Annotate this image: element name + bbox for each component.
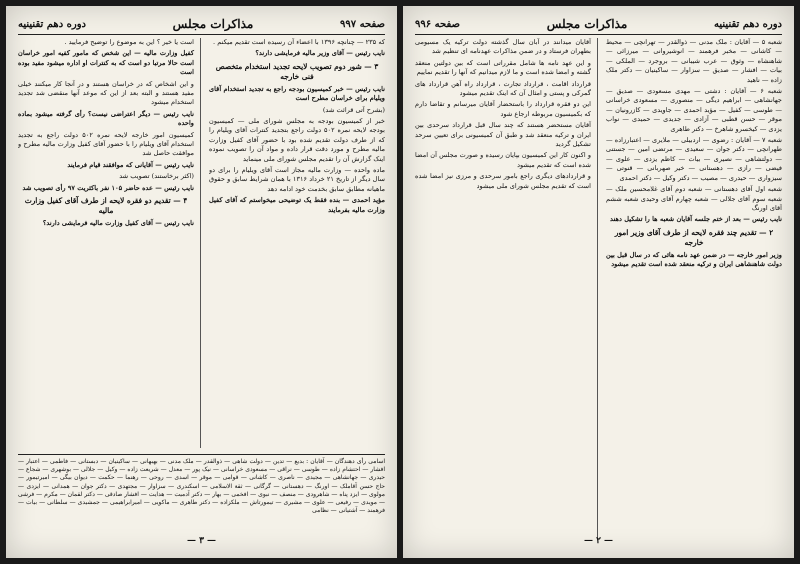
text-column-left — [415, 38, 598, 538]
body-paragraph: خبر از کمیسیون بودجه به مجلس شورای ملی — کمیسیون بودجه لایحه نمره ۵۰۲ دولت راجع بتجدید کنترات آقای ویلیام را که از طرف دولت تقدیم شده بود با حضور آقای کفیل وزارت مالیه مطرح و مورد دقت قرار داده و مواد آن را تصویب نموده اینک گزارش آن را تقدیم مجلس شورای ملی مینماید — [209, 117, 385, 163]
speaker-paragraph: نایب رئیس — آقای کفیل وزارت مالیه فرمایشی دارند؟ — [42, 219, 194, 228]
speaker-paragraph: مؤید احمدی — بنده فقط یک توضیحی میخواستم که آقای کفیل وزارت مالیه بفرمایند — [209, 196, 385, 214]
body-paragraph: و این عهد نامه ها شامل مقرراتی است که بین دولتین منعقد گشته و امضا شده است و ما لازم میدانیم که آنها را تقدیم نماییم — [415, 58, 591, 77]
text-column-right — [209, 38, 385, 448]
section-heading: ۲ — تقدیم چند فقره لایحه از طرف آقای وزیر امور خارجه — [614, 227, 774, 247]
body-paragraph: و قراردادهای دیگری راجع بامور سرحدی و مرزی نیز امضا شده است که تقدیم مجلس شورای ملی میشود — [415, 172, 591, 190]
page-footer: — ۲ — — [583, 536, 614, 546]
text-column-right — [606, 38, 782, 538]
speaker-paragraph: نایب رئیس — آقای وزیر مالیه فرمایشی دارند؟ — [255, 49, 385, 58]
body-paragraph: شعبه ۶ — آقایان : دشتی — مهدی مسعودی — صدیق — جهانشاهی — ابراهیم دیگی — منصوری — مسعودی خراسانی — طوسی — کفیل — مؤید احمدی — جاویدی — کازرونیان — موقر — حسن قطبی — آزادی — جدیدی — حمیدی — نواب یزدی — کیخسرو شاهرخ — دکتر طاهری — [606, 87, 782, 133]
speaker-paragraph: وزیر امور خارجه — در ضمن عهد نامه هائی که در سال قبل بین دولت شاهنشاهی ایران و ترکیه منعقد شده است تقدیم میشود — [606, 250, 782, 269]
page-right — [403, 6, 794, 558]
page-header — [415, 16, 782, 35]
page-number: صفحه ۹۹۷ — [340, 18, 385, 30]
book-spread — [6, 6, 794, 558]
page-left — [6, 6, 397, 558]
body-paragraph: شعبه اول آقای دهستانی — شعبه دوم آقای غلامحسین ملک — شعبه سوم آقای جلالی — شعبه چهارم آقای وحیدی شعبه ششم آقای اورنگ — [606, 185, 782, 212]
voters-roster: اسامی رأی دهندگان — آقایان : بدیع — تدین — دولت شاهی — ذوالقدر — ملک مدنی — بهبهانی — ساکینیان — دبستانی — فاطمی — اعتبار — افشار — احتشام زاده — طوسی — نراقی — مسعودی خراسانی — نیک پور — معدل — شریعت زاده — وکیل — جلالی — بوشهری — شجاع — حیدری — جهانشاهی — مجیدی — ناصری — کاشانی — قوامی — موقر — اسدی — روحی — رهنما — حکمت — دیوان بیگی — امیرتیمور — حاج حسن آقاملک — اورنگ — دهستانی — گرگانی — ثقة الاسلامی — اسکندری — سزاوار — مجتهدی — دکتر جوان — همدانی — ایزدی — مولوی — ایزد پناه — شاهرودی — منصف — نبوی — افخمی — بهار — دکتر آدمیت — هدایت — افشار صادقی — دکتر لقمان — مکرم — فرشی — مویدی — رفیعی — علوی — مشیری — تیمورتاش — ملکزاده — دکتر طاهری — ماکویی — امیرابراهیمی — جمشیدی — سلطانی — بیات — فرهمند — آشتیانی — نظامی — [18, 454, 385, 542]
body-paragraph: که ۲۳۵ — چنانچه ۱۳۹۶ با اعضاء آن رسیده است تقدیم میکنم . — [213, 38, 385, 46]
page-number: صفحه ۹۹۶ — [415, 18, 460, 30]
text-column-left — [18, 38, 201, 448]
section-heading: ۳ — شور دوم تصویب لایحه تجدید استخدام متخصص فنی خارجه — [215, 61, 379, 81]
body-paragraph: آقایان مستحضر هستند که چند سال قبل قرارداد سرحدی بین ایران و ترکیه منعقد شد و طبق آن کمیسیونی برای تعیین سرحد تشکیل گردید — [415, 121, 591, 149]
journal-title: مذاکرات مجلس — [546, 17, 628, 31]
body-paragraph: قرارداد اقامت ، قرارداد تجارت ، قرارداد راه آهن قرارداد های گمرکی و پستی و امثال آن که اینک تقدیم میشود — [415, 79, 591, 98]
journal-title: مذاکرات مجلس — [172, 17, 254, 31]
session-label: دوره دهم تقنینیه — [714, 18, 782, 30]
page-footer: — ۳ — — [186, 536, 217, 546]
speaker-paragraph: کفیل وزارت مالیه — این شخص که مامور کفیه امور خراسان است حالا مرتبا دو است که به کنترات او اداره میشود مفید بوده است — [18, 49, 194, 77]
body-paragraph: (اکثر برخاستند) تصویب شد — [119, 172, 194, 181]
speaker-paragraph: نایب رئیس — آقایانی که موافقند قیام فرمایند — [67, 160, 194, 169]
speaker-paragraph: نایب رئیس — بعد از ختم جلسه آقایان شعبه ها را تشکیل دهند — [610, 215, 782, 224]
body-paragraph: آقایان میدانند در آبان سال گذشته دولت ترکیه یک مسیومی بطهران فرستاد و در ضمن مذاکرات عهدنامه ای تنظیم شد — [415, 38, 591, 56]
body-paragraph: است یا خیر ؟ این به موضوع را توضیح فرمایید . — [64, 38, 194, 46]
page-header — [18, 16, 385, 35]
body-paragraph: شعبه ۷ — آقایان : رضوی — اردبیلی — ملایری — اعتبارزاده — طهرانچی — دکتر جوان — سعیدی — مرتضی امین — جستنی — دولتشاهی — نصیری — بیات — کاظم یزدی — علوی — فیضی — رازی — دهستانی — خیر صهربانی — قنوتی — سیزواری — حیدری — مصیب — دکتر وکیل — دکتر احمدی — [606, 136, 782, 182]
speaker-paragraph: نایب رئیس — خبر کمیسیون بودجه راجع به تجدید استخدام آقای ویلیام برای خراسان مطرح است — [209, 84, 385, 103]
speaker-paragraph: نایب رئیس — دیگر اعتراضی نیست؟ رأی گرفته میشود بماده واحده — [18, 109, 194, 128]
session-label: دوره دهم تقنینیه — [18, 18, 86, 30]
body-paragraph: (بشرح آتی قرائت شد) — [322, 105, 385, 114]
body-paragraph: و اکنون کار این کمیسیون بپایان رسیده و صورت مجلس آن امضا شده است که تقدیم میشود — [415, 151, 591, 169]
speaker-paragraph: نایب رئیس — عده حاضر ۱۰۵ نفر باکثریت ۹۷ رأی تصویب شد — [22, 183, 194, 192]
body-paragraph: شعبه ۵ — آقایان : ملک مدنی — ذوالقدر — تهرانچی — محیط — کاشانی — مخبر فرهمند — انوشیروانی — میرزائی — شاهنشاه — وثوق — عرب شیبانی — بروجرد — الملکی — بیات — افشار — صدیق — سزاوار — ساکینیان — دکتر ملک زاده — ناهید — [606, 38, 782, 84]
body-paragraph: ماده واحده — وزارت مالیه مجاز است آقای ویلیام را برای دو سال دیگر از تاریخ ۲۱ خرداد ۱۳۱۶ با همان شرایط سابق و حقوق ماهیانه مطابق سابق بخدمت خود ادامه دهد — [209, 166, 385, 193]
section-heading: ۴ — تقدیم دو فقره لایحه از طرف آقای کفیل وزارت مالیه — [24, 196, 188, 216]
body-paragraph: کمیسیون امور خارجه لایحه نمره ۵۰۲ دولت راجع به تجدید استخدام آقای ویلیام را با حضور آقای کفیل وزارت مالیه مطرح و موافقت حاصل شد — [18, 130, 194, 158]
body-paragraph: این دو فقره قرارداد را باستحضار آقایان میرسانم و تقاضا دارم که بکمیسیون مربوطه ارجاع شود — [415, 100, 591, 118]
body-paragraph: و این اشخاص که در خراسان هستند و در آنجا کار میکنند خیلی مفید هستند و البته بعد از این که موعد آنها منقضی شد تجدید استخدام میشود — [18, 79, 194, 107]
